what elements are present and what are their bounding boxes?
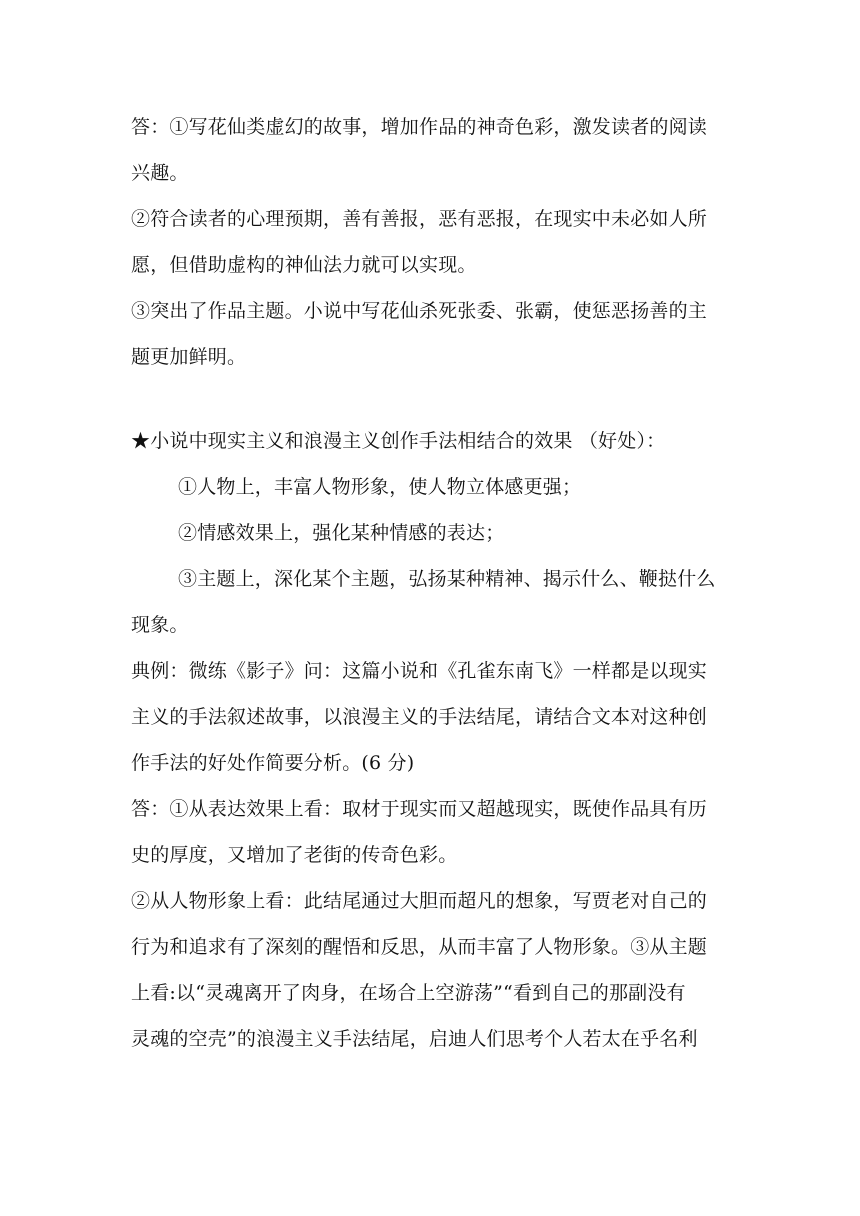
point-theme-continued: 现象。 — [131, 614, 189, 636]
example-line-2: 主义的手法叙述故事，以浪漫主义的手法结尾，请结合文本对这种创 — [131, 706, 708, 728]
answer-line-3: ②符合读者的心理预期，善有善报，恶有恶报，在现实中未必如人所 — [131, 208, 708, 230]
answer-line-2: 兴趣。 — [131, 162, 189, 184]
example-answer-line-1: 答：①从表达效果上看：取材于现实而又超越现实，既使作品具有历 — [131, 798, 708, 820]
answer-line-6: 题更加鲜明。 — [131, 346, 247, 368]
example-answer-line-5: 上看:以“灵魂离开了肉身，在场合上空游荡”“看到自己的那副没有 — [131, 982, 686, 1004]
example-line-1: 典例：微练《影子》问：这篇小说和《孔雀东南飞》一样都是以现实 — [131, 660, 708, 682]
section-heading: ★小说中现实主义和浪漫主义创作手法相结合的效果 （好处）： — [131, 430, 666, 452]
example-answer-line-3: ②从人物形象上看：此结尾通过大胆而超凡的想象，写贾老对自己的 — [131, 890, 708, 912]
answer-line-1: 答：①写花仙类虚幻的故事，增加作品的神奇色彩，激发读者的阅读 — [131, 116, 708, 138]
answer-line-5: ③突出了作品主题。小说中写花仙杀死张委、张霸，使惩恶扬善的主 — [131, 300, 708, 322]
example-answer-line-6: 灵魂的空壳”的浪漫主义手法结尾，启迪人们思考个人若太在乎名利 — [131, 1028, 698, 1050]
example-answer-line-2: 史的厚度，又增加了老街的传奇色彩。 — [131, 844, 458, 866]
example-answer-line-4: 行为和追求有了深刻的醒悟和反思，从而丰富了人物形象。③从主题 — [131, 936, 708, 958]
point-theme: ③主题上，深化某个主题，弘扬某种精神、揭示什么、鞭挞什么 — [178, 568, 716, 590]
point-emotion: ②情感效果上，强化某种情感的表达； — [178, 522, 505, 544]
point-character: ①人物上，丰富人物形象，使人物立体感更强； — [178, 476, 582, 498]
example-line-3: 作手法的好处作简要分析。(6 分) — [131, 752, 415, 774]
answer-line-4: 愿，但借助虚构的神仙法力就可以实现。 — [131, 254, 477, 276]
